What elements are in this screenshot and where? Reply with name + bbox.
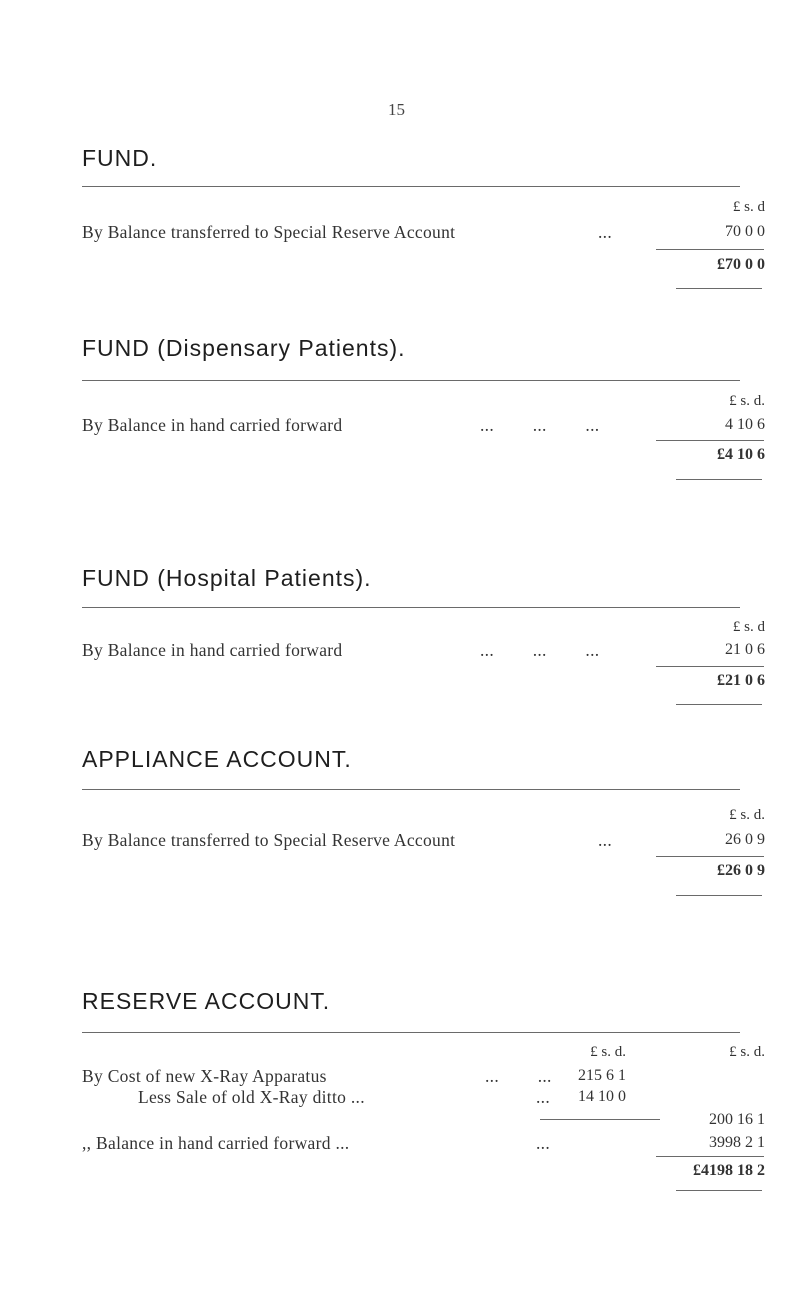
total-rule [676, 704, 762, 705]
section-rule [82, 186, 740, 187]
reserve-row-outer-amount: 200 16 1 [709, 1111, 765, 1128]
ledger-total: £21 0 6 [717, 672, 765, 689]
currency-header: £ s. d. [729, 393, 765, 409]
page-number: 15 [388, 100, 405, 119]
section-title-appliance-account: APPLIANCE ACCOUNT. [82, 746, 352, 772]
ledger-amount: 70 0 0 [725, 223, 765, 240]
section-rule [82, 607, 740, 608]
section-title-fund-dispensary: FUND (Dispensary Patients). [82, 335, 406, 361]
total-rule [676, 288, 762, 289]
currency-header: £ s. d [732, 199, 765, 215]
reserve-row-label: Less Sale of old X-Ray ditto ... [138, 1087, 365, 1107]
sum-rule [656, 1156, 764, 1157]
leader-dots: ... [536, 1133, 551, 1153]
sum-rule [656, 249, 764, 250]
ledger-amount: 4 10 6 [725, 416, 765, 433]
section-rule [82, 380, 740, 381]
ledger-amount: 26 0 9 [725, 831, 765, 848]
ledger-line-text: By Balance transferred to Special Reserve Account [82, 830, 456, 850]
currency-header: £ s. d. [729, 807, 765, 823]
ledger-total: £70 0 0 [717, 256, 765, 273]
reserve-row-inner-amount: 14 10 0 [578, 1088, 626, 1105]
reserve-row-label: By Cost of new X-Ray Apparatus [82, 1066, 327, 1086]
total-rule [676, 1190, 762, 1191]
leader-dots: ... [536, 1087, 551, 1107]
leader-dots: ... [598, 222, 613, 242]
ledger-total: £26 0 9 [717, 862, 765, 879]
section-title-reserve-account: RESERVE ACCOUNT. [82, 988, 331, 1014]
section-title-fund-hospital: FUND (Hospital Patients). [82, 565, 372, 591]
sum-rule [656, 440, 764, 441]
ledger-line-text: By Balance in hand carried forward [82, 415, 343, 435]
sum-rule [656, 666, 764, 667]
subtotal-rule [540, 1119, 660, 1120]
leader-dots: ... ... ... [480, 415, 600, 435]
section-title-fund: FUND. [82, 145, 158, 171]
ledger-amount: 21 0 6 [725, 641, 765, 658]
reserve-row-outer-amount: 3998 2 1 [709, 1134, 765, 1151]
ledger-total: £4 10 6 [717, 446, 765, 463]
leader-dots: ... ... [485, 1066, 552, 1086]
currency-header: £ s. d [732, 619, 765, 635]
sum-rule [656, 856, 764, 857]
reserve-row-inner-amount: 215 6 1 [578, 1067, 626, 1084]
ledger-line-text: By Balance in hand carried forward [82, 640, 343, 660]
total-rule [676, 479, 762, 480]
reserve-total: £4198 18 2 [693, 1162, 765, 1179]
currency-header-outer: £ s. d. [729, 1044, 765, 1060]
ledger-line-text: By Balance transferred to Special Reserve Account [82, 222, 456, 242]
leader-dots: ... [598, 830, 613, 850]
reserve-row-label: ,, Balance in hand carried forward ... [82, 1133, 350, 1153]
currency-header-inner: £ s. d. [590, 1044, 626, 1060]
section-rule [82, 789, 740, 790]
total-rule [676, 895, 762, 896]
leader-dots: ... ... ... [480, 640, 600, 660]
section-rule [82, 1032, 740, 1033]
